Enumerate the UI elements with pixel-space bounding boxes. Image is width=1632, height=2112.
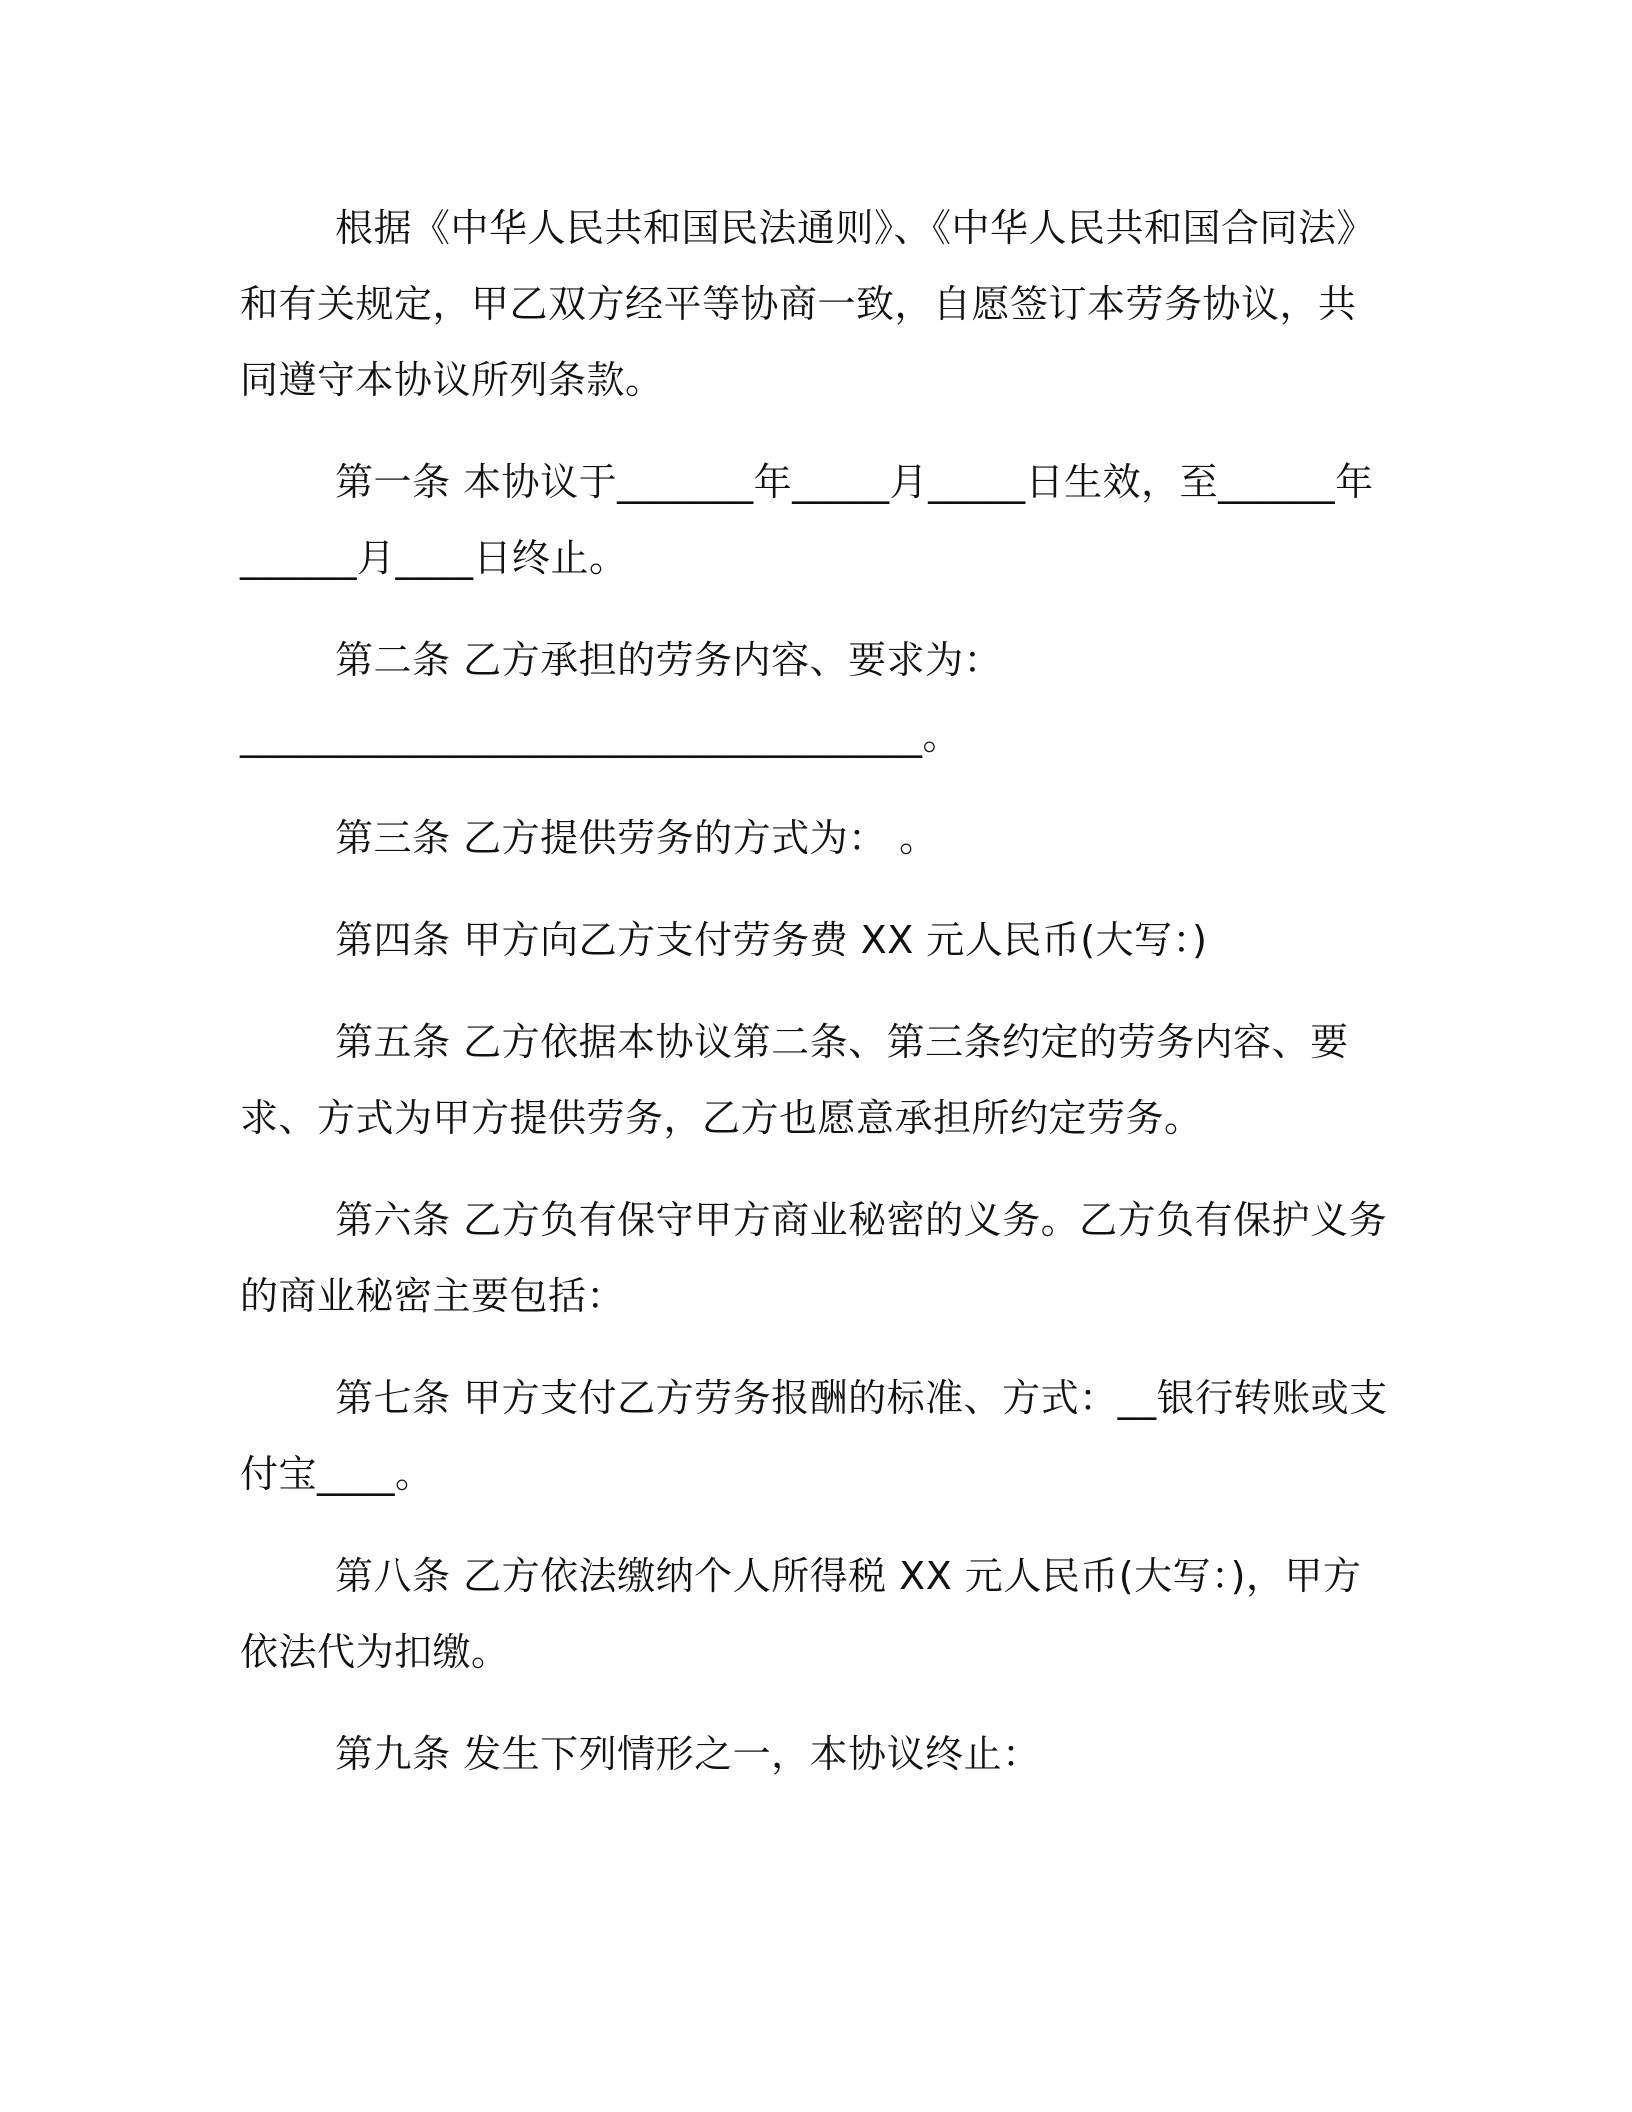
document-body: [240, 190, 1390, 1818]
article-5-paragraph: 第五条 乙方依据本协议第二条、第三条约定的劳务内容、要求、方式为甲方提供劳务，乙方也愿意承担所约定劳务。: [240, 1020, 1349, 1140]
article-3-paragraph: 第三条 乙方提供劳务的方式为： 。: [335, 816, 938, 860]
article-8-paragraph: 第八条 乙方依法缴纳个人所得税 XX 元人民币(大写：)，甲方依法代为扣缴。: [240, 1554, 1362, 1674]
article-9-paragraph: 第九条 发生下列情形之一，本协议终止：: [335, 1732, 1041, 1776]
article-7-paragraph: 第七条 甲方支付乙方劳务报酬的标准、方式：__银行转账或支付宝____。: [240, 1376, 1388, 1496]
preamble-paragraph: 根据《中华人民共和国民法通则》、《中华人民共和国合同法》和有关规定，甲乙双方经平等协商一致，自愿签订本劳务协议，共同遵守本协议所列条款。: [240, 206, 1376, 402]
article-6-paragraph: 第六条 乙方负有保守甲方商业秘密的义务。乙方负有保护义务的商业秘密主要包括：: [240, 1198, 1388, 1318]
article-1-paragraph: 第一条 本协议于_______年_____月_____日生效，至______年______月____日终止。: [240, 460, 1374, 580]
article-2-paragraph: 第二条 乙方承担的劳务内容、要求为：___________________________________。: [240, 638, 1003, 758]
article-4-paragraph: 第四条 甲方向乙方支付劳务费 XX 元人民币(大写：): [335, 918, 1208, 962]
